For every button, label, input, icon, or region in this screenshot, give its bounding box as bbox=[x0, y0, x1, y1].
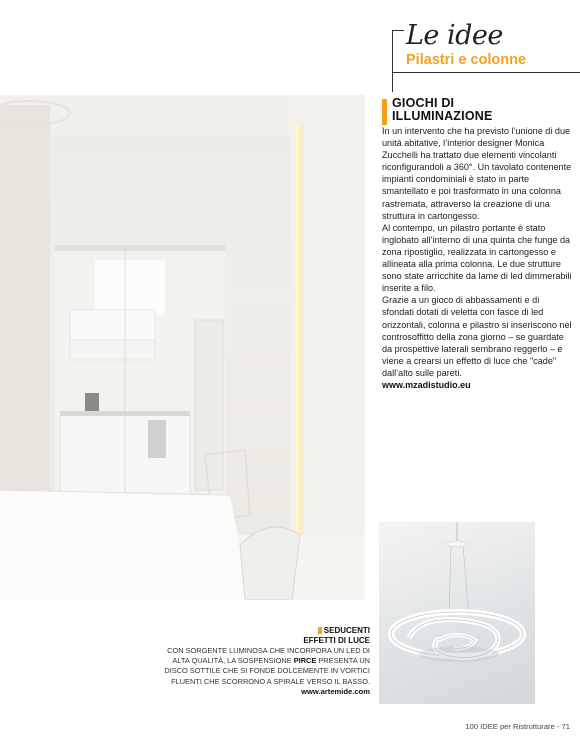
section-header bbox=[392, 22, 580, 74]
article-paragraph-2: Al contempo, un pilastro portante è stato inglobato all’interno di una quinta che funge da zona ripostiglio, realizzata in cartongesso e allineata alla prima colonna. Le due strutture sono state arricchite da lame di led dimmerabili inserite a filo. bbox=[382, 222, 572, 294]
caption-text bbox=[150, 646, 370, 687]
photo-caption bbox=[150, 626, 370, 697]
caption-text-before: CON SORGENTE LUMINOSA CHE INCORPORA UN LED DI ALTA QUALITÀ, LA SOSPENSIONE bbox=[167, 646, 370, 666]
header-divider bbox=[392, 72, 580, 73]
caption-product-name: PIRCE bbox=[293, 656, 317, 666]
article-heading-line1: GIOCHI DI bbox=[392, 96, 455, 110]
caption-link[interactable]: www.artemide.com bbox=[301, 686, 370, 696]
article-paragraph-3: Grazie a un gioco di abbassamenti e di sfondati dotati di veletta con fasce di led orizzontali, colonna e pilastro si inseriscono nel controsoffitto della zona giorno – se guardate da prospettive laterali sembrano reggerlo – e viene a crearsi un effetto di luce che "cade" dall’alto sulle pareti. bbox=[382, 295, 572, 378]
article-body bbox=[382, 125, 572, 379]
heading-accent-bar bbox=[382, 99, 387, 125]
article-heading-line2: ILLUMINAZIONE bbox=[392, 109, 493, 123]
caption-title-line1: SEDUCENTI bbox=[323, 626, 370, 635]
caption-title-line2: EFFETTI DI LUCE bbox=[303, 636, 370, 645]
article-link[interactable]: www.mzadistudio.eu bbox=[382, 379, 471, 390]
article bbox=[382, 97, 572, 390]
header-bracket bbox=[392, 30, 404, 92]
caption-title bbox=[150, 626, 370, 636]
section-title: Le idee bbox=[406, 20, 503, 51]
caption-text-after: PRESENTA UN DISCO SOTTILE CHE SI FONDE DOLCEMENTE IN VORTICI FLUENTI CHE SCORRONO A SPIRALE VERSO IL BASSO. bbox=[164, 656, 370, 686]
lamp-photo bbox=[379, 522, 535, 704]
interior-photo bbox=[0, 95, 365, 600]
article-paragraph-1: In un intervento che ha previsto l’unione di due unità abitative, l’interior designer Monica Zucchelli ha trattato due elementi vincolanti riconfigurandoli a 360°. Un tavolato contenente impianti condominiali è stato in parte smantellato e poi trasformato in una colonna rastremata, attraverso la creazione di una struttura in cartongesso. bbox=[382, 126, 572, 221]
article-heading bbox=[382, 97, 572, 123]
section-subtitle: Pilastri e colonne bbox=[406, 52, 527, 68]
page-footer: 100 IDEE per Ristrutturare - 71 bbox=[465, 722, 570, 731]
caption-accent-square bbox=[318, 627, 322, 634]
